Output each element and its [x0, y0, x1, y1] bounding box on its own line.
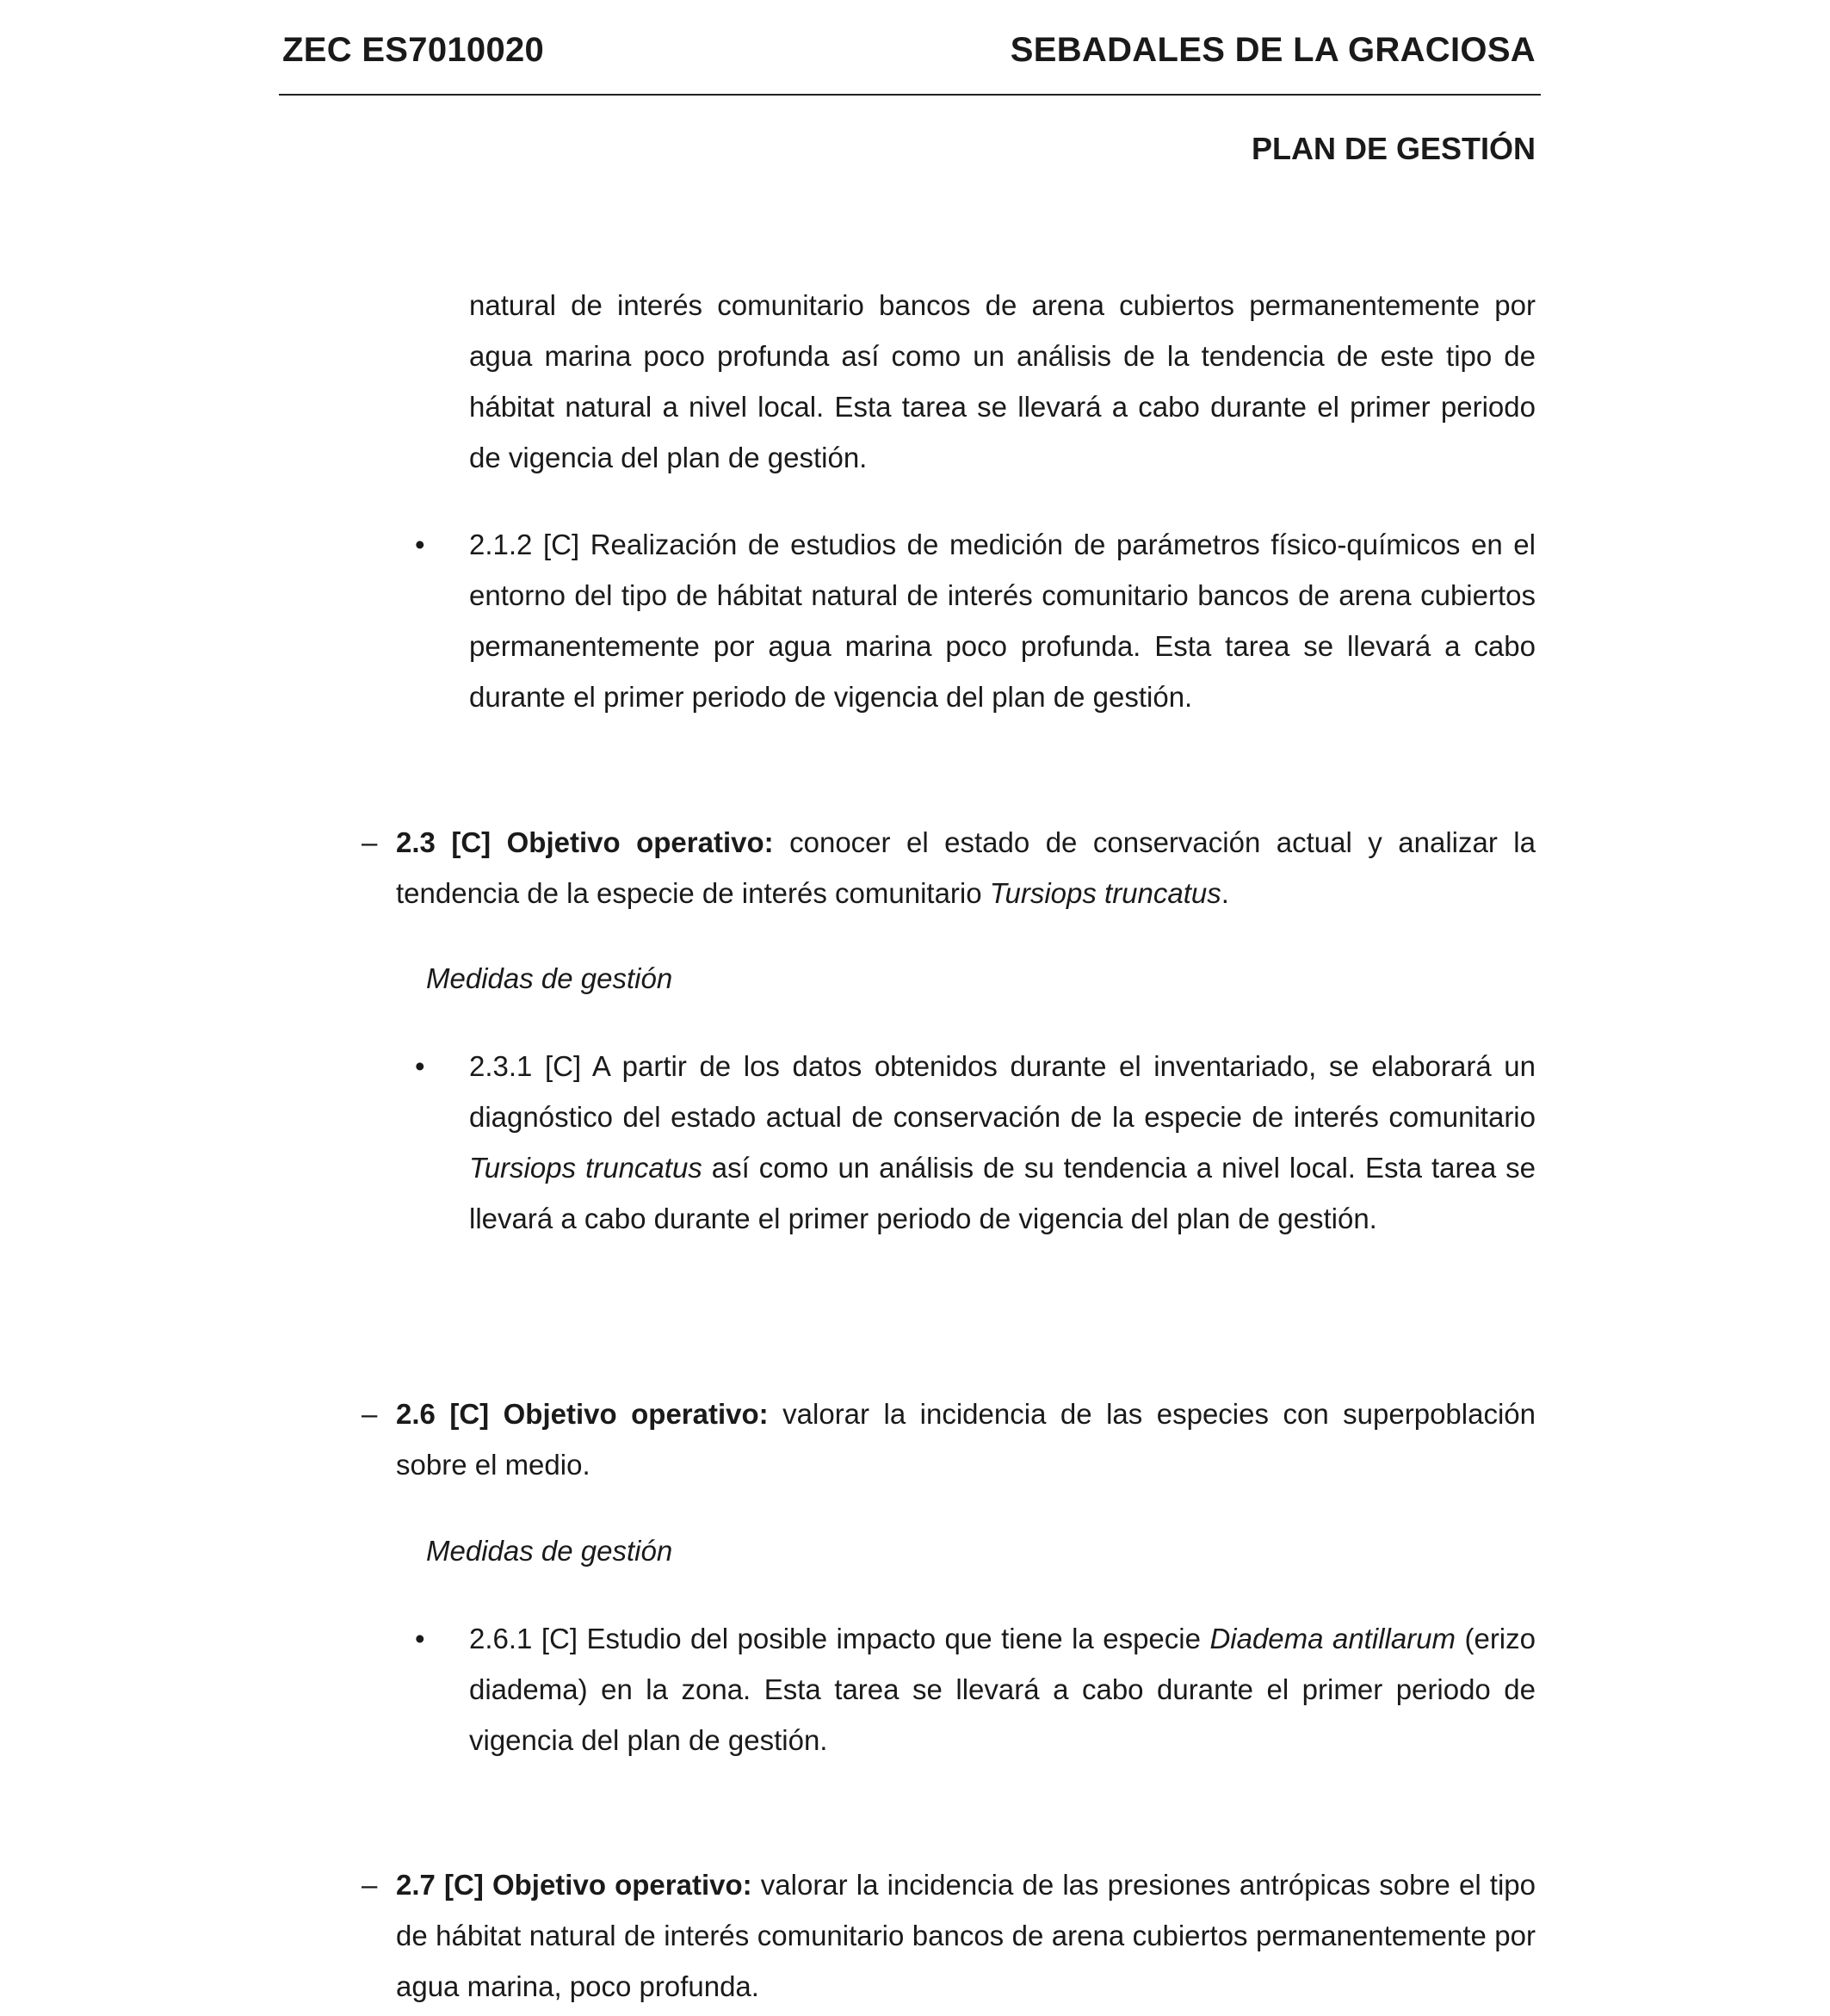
measure-text-end: así como un análisis de su tendencia a nivel local. Esta tarea se llevará a cabo durante el primer periodo de vigencia del plan de gestión.: [469, 1152, 1536, 1234]
measure-text: 2.3.1 [C] A partir de los datos obtenidos durante el inventariado, se elaborará un diagnóstico del estado actual de conservación de la especie de interés comunitario: [469, 1050, 1536, 1133]
document-type: PLAN DE GESTIÓN: [1251, 131, 1536, 166]
species-name: Diadema antillarum: [1209, 1623, 1456, 1654]
species-name: Tursiops truncatus: [469, 1152, 702, 1184]
dash-icon: –: [362, 1869, 378, 1901]
measure-2-3-1: [469, 1041, 1536, 1244]
bullet-icon: •: [415, 1623, 425, 1654]
objective-label: 2.6 [C] Objetivo operativo:: [396, 1398, 769, 1430]
objective-text: conocer el estado de conservación actual y analizar la tendencia de la especie de interés comunitario: [396, 826, 1536, 909]
objective-2-3: [396, 817, 1536, 918]
measure-2-6-1: [469, 1613, 1536, 1766]
dash-icon: –: [362, 826, 378, 858]
objective-2-7: [396, 1859, 1536, 2012]
bullet-icon: •: [415, 529, 425, 560]
bullet-icon: •: [415, 1050, 425, 1082]
objective-text: valorar la incidencia de las presiones antrópicas sobre el tipo de hábitat natural de interés comunitario bancos de arena cubiertos permanentemente por agua marina, poco profunda.: [396, 1869, 1536, 2002]
objective-text: valorar la incidencia de las especies con superpoblación sobre el medio.: [396, 1398, 1536, 1481]
site-name: SEBADALES DE LA GRACIOSA: [1010, 31, 1536, 69]
species-name: Tursiops truncatus: [989, 877, 1221, 909]
measure-2-1-2: 2.1.2 [C] Realización de estudios de medición de parámetros físico-químicos en el entorno del tipo de hábitat natural de interés comunitario bancos de arena cubiertos permanentemente por agua marina poco profunda. Esta tarea se llevará a cabo durante el primer periodo de vigencia del plan de gestión.: [469, 529, 1536, 713]
objective-text-end: .: [1221, 877, 1229, 909]
measures-heading: Medidas de gestión: [426, 1535, 673, 1567]
objective-label: 2.3 [C] Objetivo operativo:: [396, 826, 774, 858]
objective-2-6: [396, 1388, 1536, 1490]
objective-label: 2.7 [C] Objetivo operativo:: [396, 1869, 752, 1901]
measures-heading: Medidas de gestión: [426, 962, 673, 994]
measure-text-end: (erizo diadema) en la zona. Esta tarea se llevará a cabo durante el primer periodo de vigencia del plan de gestión.: [469, 1623, 1536, 1756]
continuation-paragraph: natural de interés comunitario bancos de arena cubiertos permanentemente por agua marina poco profunda así como un análisis de la tendencia de este tipo de hábitat natural a nivel local. Esta tarea se llevará a cabo durante el primer periodo de vigencia del plan de gestión.: [469, 289, 1536, 473]
dash-icon: –: [362, 1398, 378, 1430]
measure-text: 2.6.1 [C] Estudio del posible impacto que tiene la especie: [469, 1623, 1210, 1654]
site-code: ZEC ES7010020: [282, 31, 545, 69]
header-divider: [279, 94, 1541, 96]
